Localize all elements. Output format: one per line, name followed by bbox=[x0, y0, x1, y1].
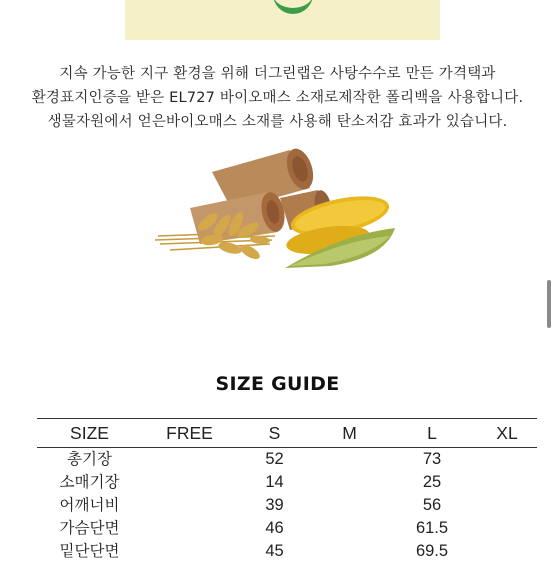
leaf-icon bbox=[273, 0, 313, 14]
cell-l: 25 bbox=[422, 473, 442, 491]
cell-xl bbox=[477, 448, 537, 472]
cell-m bbox=[312, 517, 387, 540]
row-label: 소매기장 bbox=[59, 473, 120, 491]
cell-s: 14 bbox=[265, 473, 284, 491]
row-label: 밑단단면 bbox=[59, 542, 120, 560]
cell-xl bbox=[477, 517, 537, 540]
size-guide-title: SIZE GUIDE bbox=[215, 373, 340, 395]
table-row bbox=[37, 540, 537, 563]
scrollbar-thumb[interactable] bbox=[547, 280, 551, 328]
header-size: SIZE bbox=[70, 422, 109, 443]
description-line-3: 생물자원에서 얻은바이오매스 소재를 사용해 탄소저감 효과가 있습니다. bbox=[47, 114, 508, 130]
cell-xl bbox=[477, 494, 537, 517]
description-line-1: 지속 가능한 지구 환경을 위해 더그린랩은 사탕수수로 만든 가격택과 bbox=[59, 66, 496, 82]
description-line-2: 환경표지인증을 받은 EL727 바이오매스 소재로제작한 폴리백을 사용합니다. bbox=[31, 90, 524, 106]
header-m: M bbox=[342, 422, 357, 443]
table-header-row bbox=[37, 419, 537, 448]
table-row bbox=[37, 448, 537, 472]
table-row bbox=[37, 471, 537, 494]
row-label: 어깨너비 bbox=[59, 496, 120, 514]
header-free: FREE bbox=[166, 422, 213, 443]
cell-m bbox=[312, 448, 387, 472]
cell-free bbox=[142, 540, 237, 563]
table-row bbox=[37, 517, 537, 540]
cell-xl bbox=[477, 540, 537, 563]
header-l: L bbox=[427, 422, 437, 443]
row-label: 가슴단면 bbox=[59, 519, 120, 537]
cell-xl bbox=[477, 471, 537, 494]
cell-m bbox=[312, 540, 387, 563]
table-row bbox=[37, 494, 537, 517]
row-label: 총기장 bbox=[67, 450, 112, 468]
top-banner bbox=[125, 0, 440, 40]
cell-l: 73 bbox=[422, 450, 442, 468]
cell-s: 46 bbox=[265, 519, 284, 537]
cell-s: 52 bbox=[265, 450, 284, 468]
biomass-illustration bbox=[150, 140, 405, 275]
header-s: S bbox=[268, 422, 281, 443]
cell-l: 61.5 bbox=[415, 519, 449, 537]
cell-l: 56 bbox=[422, 496, 442, 514]
cell-free bbox=[142, 494, 237, 517]
cell-s: 45 bbox=[265, 542, 284, 560]
cell-m bbox=[312, 494, 387, 517]
cell-s: 39 bbox=[265, 496, 284, 514]
size-guide-table bbox=[37, 418, 537, 563]
cell-m bbox=[312, 471, 387, 494]
cell-free bbox=[142, 517, 237, 540]
cell-free bbox=[142, 448, 237, 472]
header-xl: XL bbox=[496, 422, 518, 443]
cell-free bbox=[142, 471, 237, 494]
cell-l: 69.5 bbox=[415, 542, 449, 560]
